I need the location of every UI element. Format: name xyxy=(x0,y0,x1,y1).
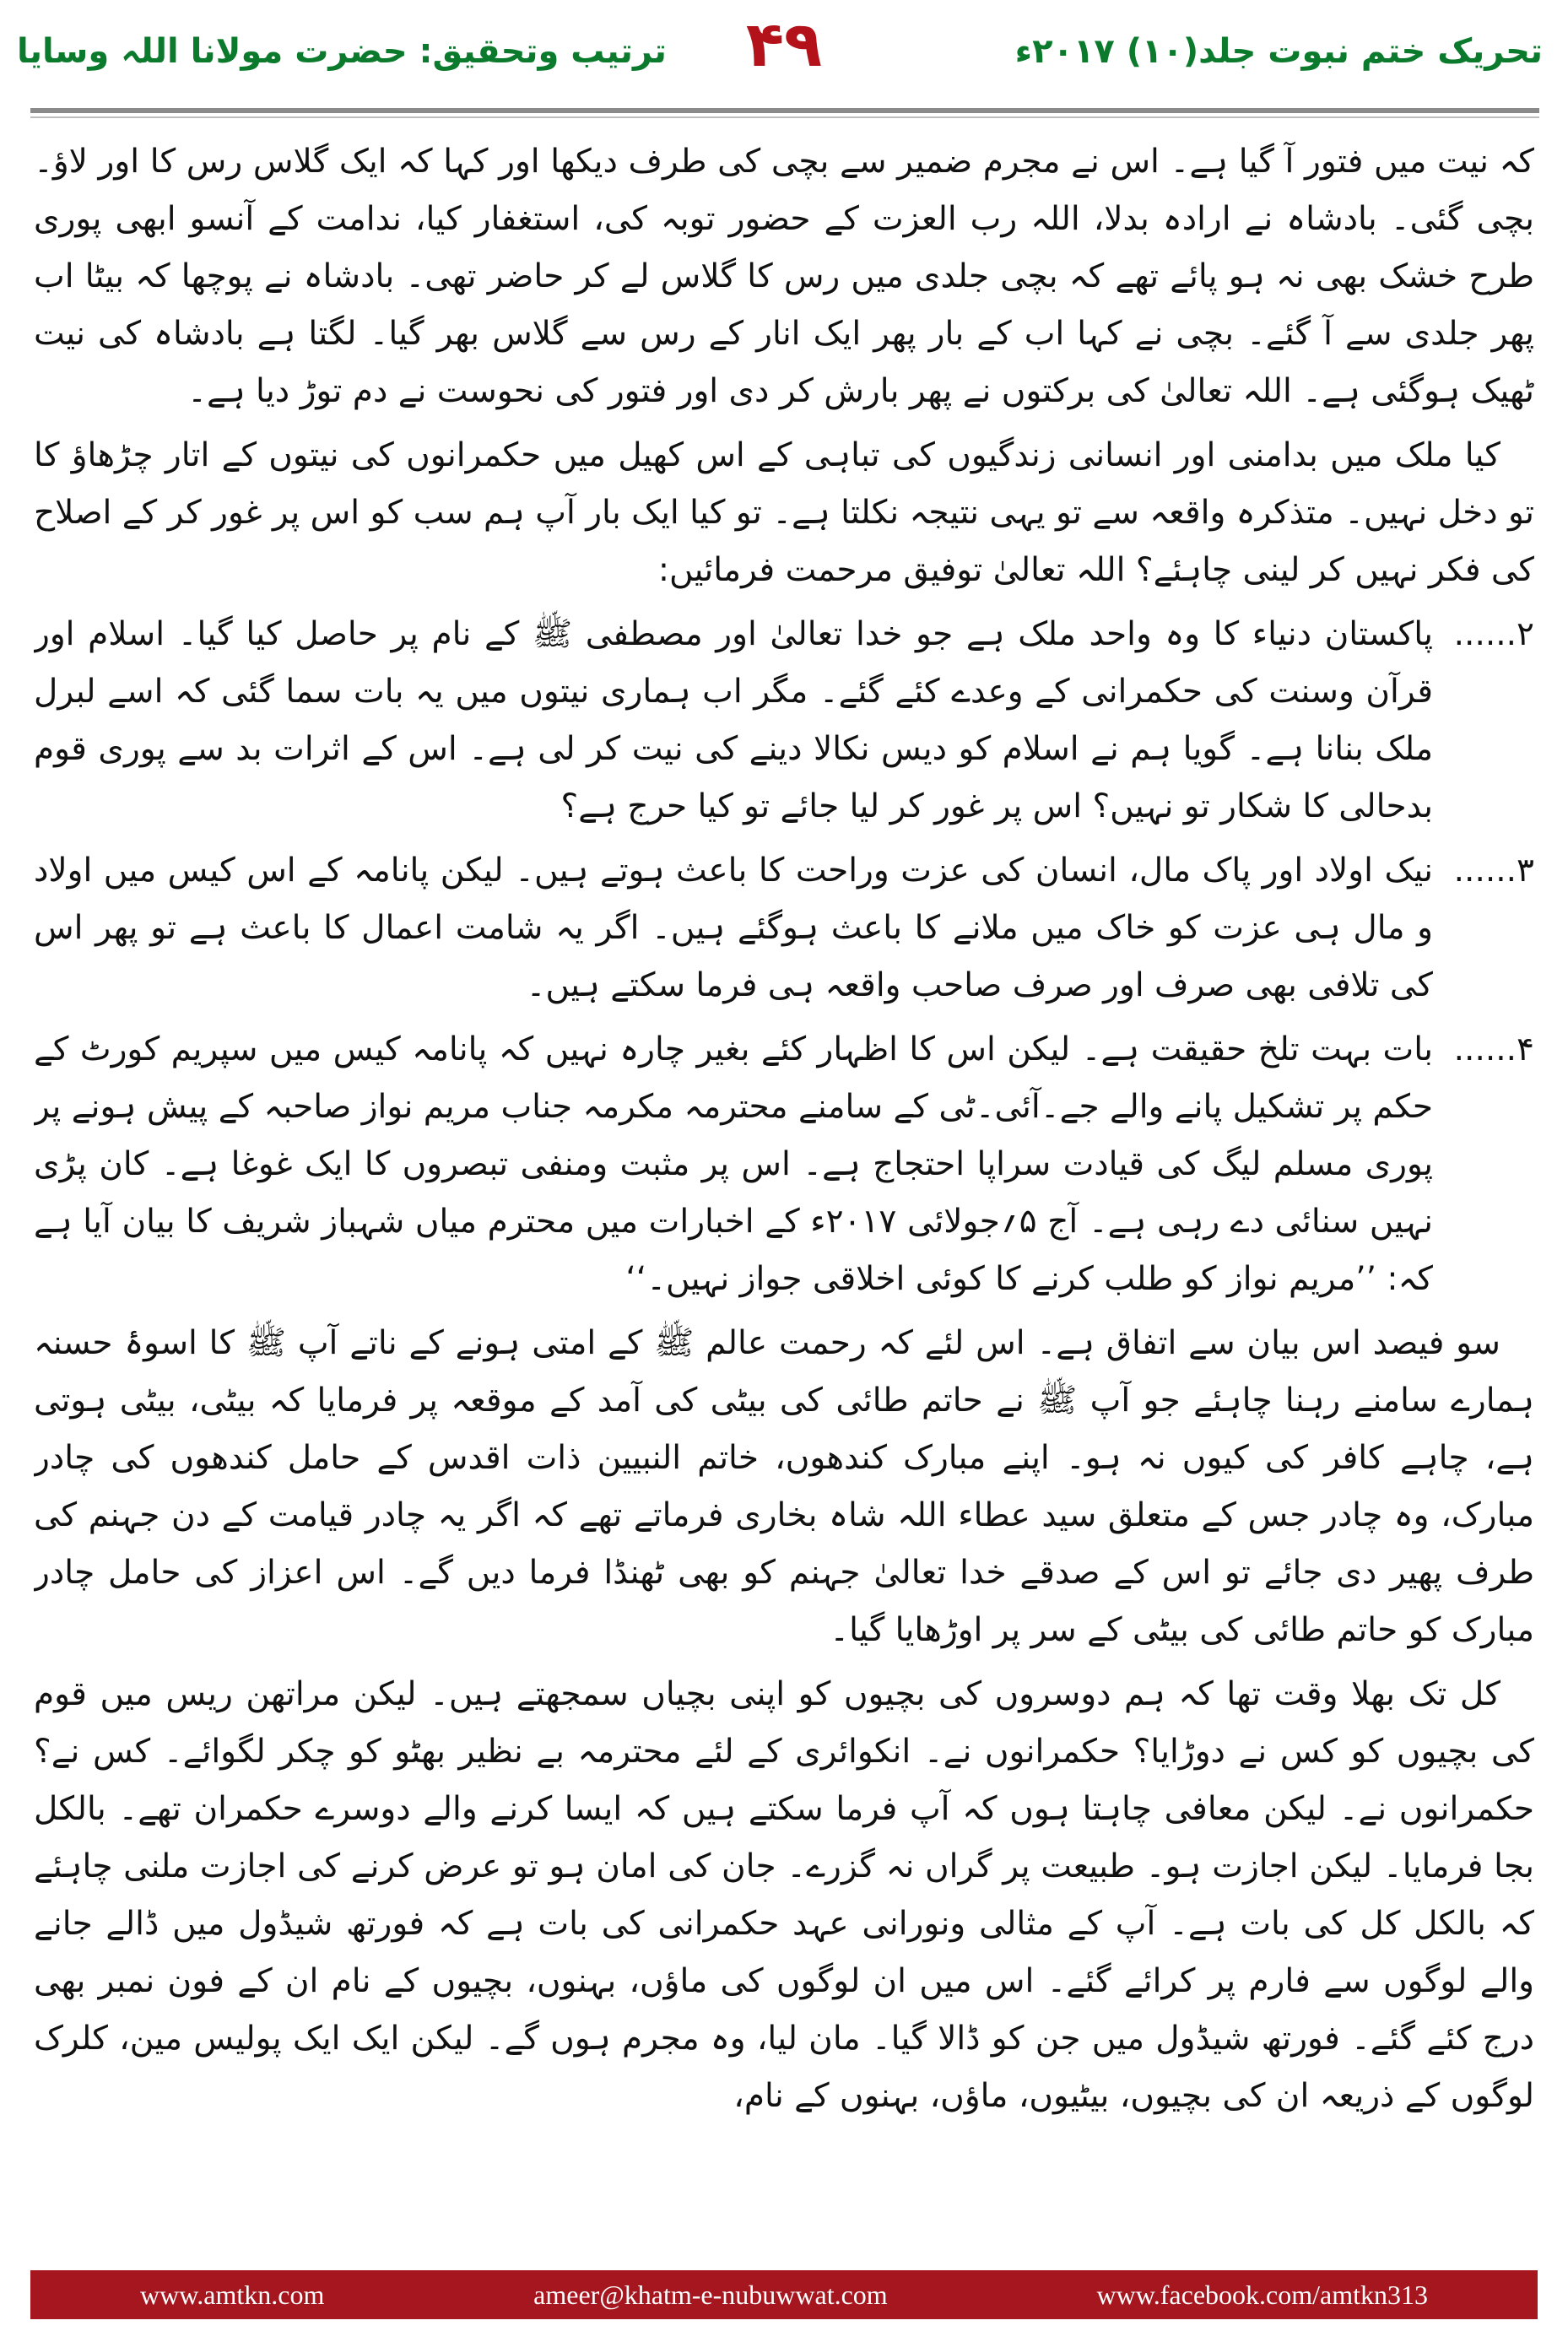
numbered-item xyxy=(34,1021,1534,1308)
header-divider xyxy=(30,108,1539,113)
item-number: ۳...... xyxy=(1453,852,1534,890)
article-body xyxy=(34,133,1534,2239)
item-number: ۴...... xyxy=(1453,1030,1534,1068)
paragraph: کہ نیت میں فتور آ گیا ہے۔ اس نے مجرم ضمیر سے بچی کی طرف دیکھا اور کہا کہ ایک گلاس رس کا اور لاؤ۔ بچی گئی۔ بادشاہ نے ارادہ بدلا، اللہ رب العزت کے حضور توبہ کی، استغفار کیا، ندامت کے آنسو ابھی پوری طرح خشک بھی نہ ہو پائے تھے کہ بچی جلدی میں رس کا گلاس لے کر حاضر تھی۔ بادشاہ نے پوچھا کہ بیٹا اب پھر جلدی سے آ گئے۔ بچی نے کہا اب کے بار پھر ایک انار کے رس سے گلاس بھر گیا۔ لگتا ہے بادشاہ کی نیت ٹھیک ہوگئی ہے۔ اللہ تعالیٰ کی برکتوں نے پھر بارش کر دی اور فتور کی نحوست نے دم توڑ دیا ہے۔ xyxy=(34,143,1534,410)
website-link[interactable]: www.amtkn.com xyxy=(140,2279,325,2310)
paragraph: سو فیصد اس بیان سے اتفاق ہے۔ اس لئے کہ رحمت عالم ﷺ کے امتی ہونے کے ناتے آپ ﷺ کا اسوۂ حسنہ ہمارے سامنے رہنا چاہئے جو آپ ﷺ نے حاتم طائی کی بیٹی کی آمد کے موقعہ پر فرمایا کہ بیٹی، بیٹی ہوتی ہے، چاہے کافر کی کیوں نہ ہو۔ اپنے مبارک کندھوں، خاتم النبیین ذات اقدس کے حامل کندھوں کی چادر مبارک، وہ چادر جس کے متعلق سید عطاء اللہ شاہ بخاری فرماتے تھے کہ اگر یہ چادر قیامت کے دن جہنم کی طرف پھیر دی جائے تو اس کے صدقے خدا تعالیٰ جہنم کو بھی ٹھنڈا فرما دیں گے۔ اس اعزاز کی حامل چادر مبارک کو حاتم طائی کی بیٹی کے سر پر اوڑھایا گیا۔ xyxy=(34,1324,1534,1649)
item-text: بات بہت تلخ حقیقت ہے۔ لیکن اس کا اظہار کئے بغیر چارہ نہیں کہ پانامہ کیس میں سپریم کورٹ کے حکم پر تشکیل پانے والے جے۔آئی۔ٹی کے سامنے محترمہ مکرمہ جناب مریم نواز صاحبہ کے پیش ہونے پر پوری مسلم لیگ کی قیادت سراپا احتجاج ہے۔ اس پر مثبت ومنفی تبصروں کا ایک غوغا ہے۔ کان پڑی نہیں سنائی دے رہی ہے۔ آج ۵؍جولائی ۲۰۱۷ء کے اخبارات میں محترم میاں شہباز شریف کا بیان آیا ہے کہ: ’’مریم نواز کو طلب کرنے کا کوئی اخلاقی جواز نہیں۔‘‘ xyxy=(34,1030,1433,1298)
item-text: پاکستان دنیاء کا وہ واحد ملک ہے جو خدا تعالیٰ اور مصطفی ﷺ کے نام پر حاصل کیا گیا۔ اسلام اور قرآن وسنت کی حکمرانی کے وعدے کئے گئے۔ مگر اب ہماری نیتوں میں یہ بات سما گئی کہ اسے لبرل ملک بنانا ہے۔ گویا ہم نے اسلام کو دیس نکالا دینے کی نیت کر لی ہے۔ اس کے اثرات بد سے پوری قوم بدحالی کا شکار تو نہیں؟ اس پر غور کر لیا جائے تو کیا حرج ہے؟ xyxy=(34,615,1433,825)
item-text: نیک اولاد اور پاک مال، انسان کی عزت وراحت کا باعث ہوتے ہیں۔ لیکن پانامہ کے اس کیس میں اولاد و مال ہی عزت کو خاک میں ملانے کا باعث ہوگئے ہیں۔ اگر یہ شامت اعمال کا باعث ہے تو پھر اس کی تلافی بھی صرف اور صرف صاحب واقعہ ہی فرما سکتے ہیں۔ xyxy=(34,852,1433,1004)
page-footer xyxy=(30,2270,1538,2319)
paragraph: کیا ملک میں بدامنی اور انسانی زندگیوں کی تباہی کے اس کھیل میں حکمرانوں کی نیتوں کے اتار چڑھاؤ کا تو دخل نہیں۔ متذکرہ واقعہ سے تو یہی نتیجہ نکلتا ہے۔ تو کیا ایک بار آپ ہم سب کو اس پر غور کر کے اصلاح کی فکر نہیں کر لینی چاہئے؟ اللہ تعالیٰ توفیق مرحمت فرمائیں: xyxy=(34,436,1534,589)
numbered-item xyxy=(34,842,1534,1014)
numbered-item xyxy=(34,606,1534,836)
paragraph: کل تک بھلا وقت تھا کہ ہم دوسروں کی بچیوں کو اپنی بچیاں سمجھتے ہیں۔ لیکن مراتھن ریس میں قوم کی بچیوں کو کس نے دوڑایا؟ حکمرانوں نے۔ انکوائری کے لئے محترمہ بے نظیر بھٹو کو چکر لگوائے۔ کس نے؟ حکمرانوں نے۔ لیکن معافی چاہتا ہوں کہ آپ فرما سکتے ہیں کہ ایسا کرنے والے دوسرے حکمران تھے۔ بالکل بجا فرمایا۔ لیکن اجازت ہو۔ طبیعت پر گراں نہ گزرے۔ جان کی امان ہو تو عرض کرنے کی اجازت ملنی چاہئے کہ بالکل کل کی بات ہے۔ آپ کے مثالی ونورانی عہد حکمرانی کی بات ہے کہ فورتھ شیڈول میں ڈالے جانے والے لوگوں سے فارم پر کرائے گئے۔ اس میں ان لوگوں کی ماؤں، بہنوں، بچیوں کے نام ان کے فون نمبر بھی درج کئے گئے۔ فورتھ شیڈول میں جن کو ڈالا گیا۔ مان لیا، وہ مجرم ہوں گے۔ لیکن ایک ایک پولیس مین، کلرک لوگوں کے ذریعہ ان کی بچیوں، بیٹیوں، ماؤں، بہنوں کے نام، xyxy=(34,1675,1534,2115)
header-divider-thin xyxy=(30,116,1539,118)
email-link[interactable]: ameer@khatm-e-nubuwwat.com xyxy=(533,2279,888,2310)
facebook-link[interactable]: www.facebook.com/amtkn313 xyxy=(1096,2279,1428,2310)
item-number: ۲...... xyxy=(1453,615,1534,653)
page-number: ۴۹ xyxy=(745,8,823,81)
series-title: تحریک ختم نبوت جلد(۱۰) ۲۰۱۷ء xyxy=(1014,32,1543,71)
page-header xyxy=(0,0,1568,127)
compiler-credit: ترتیب وتحقیق: حضرت مولانا اللہ وسایا xyxy=(17,32,667,71)
